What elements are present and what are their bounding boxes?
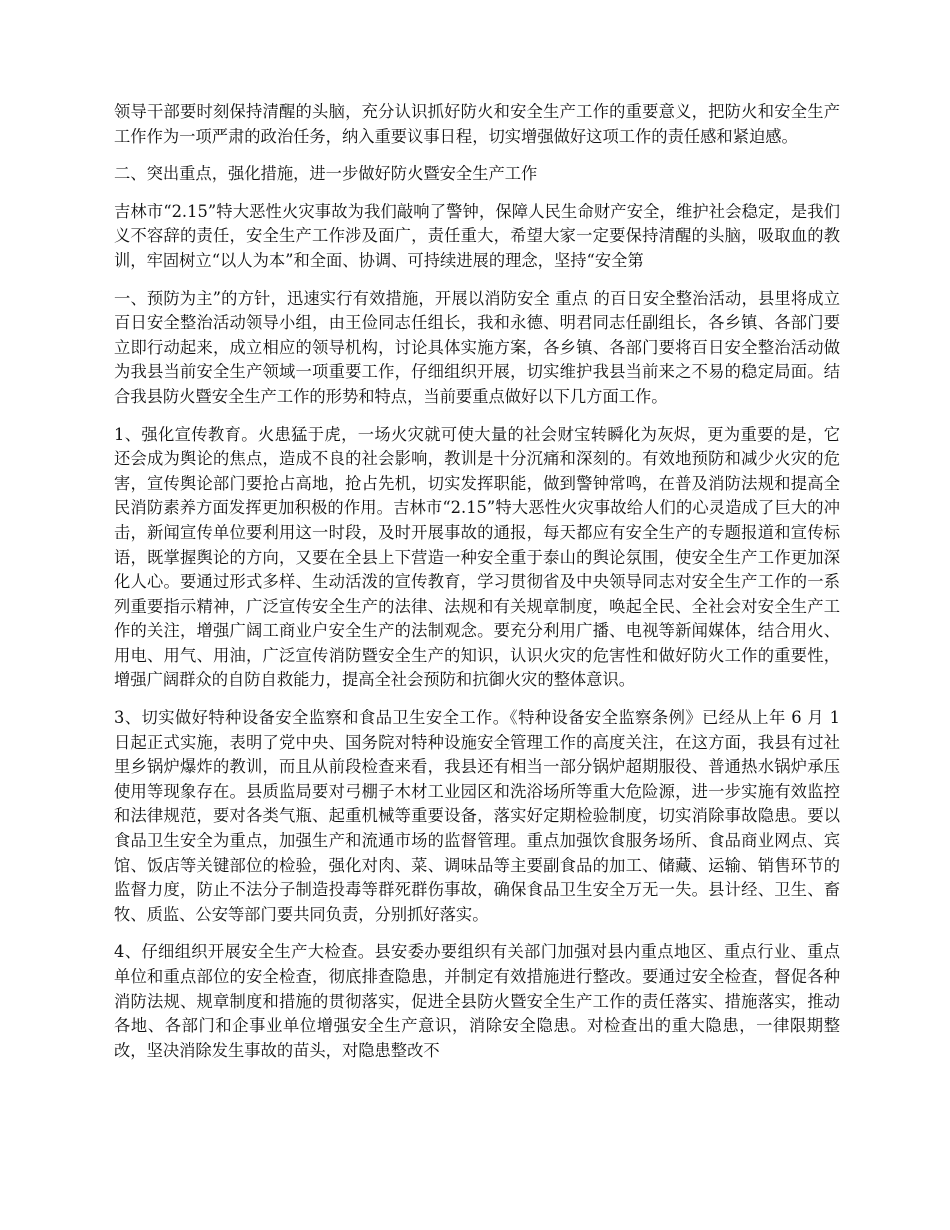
paragraph-publicity-education: 1、强化宣传教育。火患猛于虎，一场火灾就可使大量的社会财宝转瞬化为灰烬，更为重要的是，它还会成为舆论的焦点，造成不良的社会影响，教训是十分沉痛和深刻的。有效地预防和减少火灾的危害，宣传舆论部门要抢占高地，抢占先机，切实发挥职能，做到警钟常鸣，在普及消防法规和提高全民消防素养方面发挥更加积极的作用。吉林市“2.15”特大恶性火灾事故给人们的心灵造成了巨大的冲击，新闻宣传单位要利用这一时段，及时开展事故的通报，每天都应有安全生产的专题报道和宣传标语，既掌握舆论的方向，又要在全县上下营造一种安全重于泰山的舆论氛围，使安全生产工作更加深化人心。要通过形式多样、生动活泼的宣传教育，学习贯彻省及中央领导同志对安全生产工作的一系列重要指示精神，广泛宣传安全生产的法律、法规和有关规章制度，唤起全民、全社会对安全生产工作的关注，增强广阔工商业户安全生产的法制观念。要充分利用广播、电视等新闻媒体，结合用火、用电、用气、用油，广泛宣传消防暨安全生产的知识，认识火灾的危害性和做好防火工作的重要性，增强广阔群众的自防自救能力，提高全社会预防和抗御火灾的整体意识。: [114, 424, 840, 690]
paragraph-responsibility: 领导干部要时刻保持清醒的头脑，充分认识抓好防火和安全生产工作的重要意义，把防火和安全生产工作作为一项严肃的政治任务，纳入重要议事日程，切实增强做好这项工作的责任感和紧迫感。: [114, 102, 840, 146]
paragraph-special-equipment-food-safety: 3、切实做好特种设备安全监察和食品卫生安全工作。《特种设备安全监察条例》已经从上年 6 月 1 日起正式实施，表明了党中央、国务院对特种设施安全管理工作的高度关注，在这方面，我县有过社里乡锅炉爆炸的教训，而且从前段检查来看，我县还有相当一部分锅炉超期服役、普通热水锅炉承压使用等现象存在。县质监局要对弓棚子木材工业园区和洗浴场所等重大危险源，进一步实施有效监控和法律规范，要对各类气瓶、起重机械等重要设备，落实好定期检验制度，切实消除事故隐患。要以食品卫生安全为重点，加强生产和流通市场的监督管理。重点加强饮食服务场所、食品商业网点、宾馆、饭店等关键部位的检验，强化对肉、菜、调味品等主要副食品的加工、储藏、运输、销售环节的监督力度，防止不法分子制造投毒等群死群伤事故，确保食品卫生安全万无一失。县计经、卫生、畜牧、质监、公安等部门要共同负责，分别抓好落实。: [114, 708, 840, 924]
paragraph-fire-warning: 吉林市“2.15”特大恶性火灾事故为我们敲响了警钟，保障人民生命财产安全，维护社会稳定，是我们义不容辞的责任，安全生产工作涉及面广，责任重大，希望大家一定要保持清醒的头脑，吸取血的教训，牢固树立“以人为本”和全面、协调、可持续进展的理念，坚持“安全第: [114, 201, 840, 270]
paragraph-safety-inspection: 4、仔细组织开展安全生产大检查。县安委办要组织有关部门加强对县内重点地区、重点行业、重点单位和重点部位的安全检查，彻底排查隐患，并制定有效措施进行整改。要通过安全检查，督促各种消防法规、规章制度和措施的贯彻落实，促进全县防火暨安全生产工作的责任落实、措施落实，推动各地、各部门和企事业单位增强安全生产意识，消除安全隐患。对检查出的重大隐患，一律限期整改，坚决消除发生事故的苗头，对隐患整改不: [114, 942, 840, 1060]
section-heading-two: 二、突出重点，强化措施，进一步做好防火暨安全生产工作: [114, 164, 538, 184]
paragraph-prevention-campaign: 一、预防为主”的方针，迅速实行有效措施，开展以消防安全 重点 的百日安全整治活动，县里将成立百日安全整治活动领导小组，由王俭同志任组长，我和永德、明君同志任副组长，各乡镇、各部门要立即行动起来，成立相应的领导机构，讨论具体实施方案，各乡镇、各部门要将百日安全整治活动做为我县当前安全生产领域一项重要工作，仔细组织开展，切实维护我县当前来之不易的稳定局面。结合我县防火暨安全生产工作的形势和特点，当前要重点做好以下几方面工作。: [114, 288, 840, 406]
